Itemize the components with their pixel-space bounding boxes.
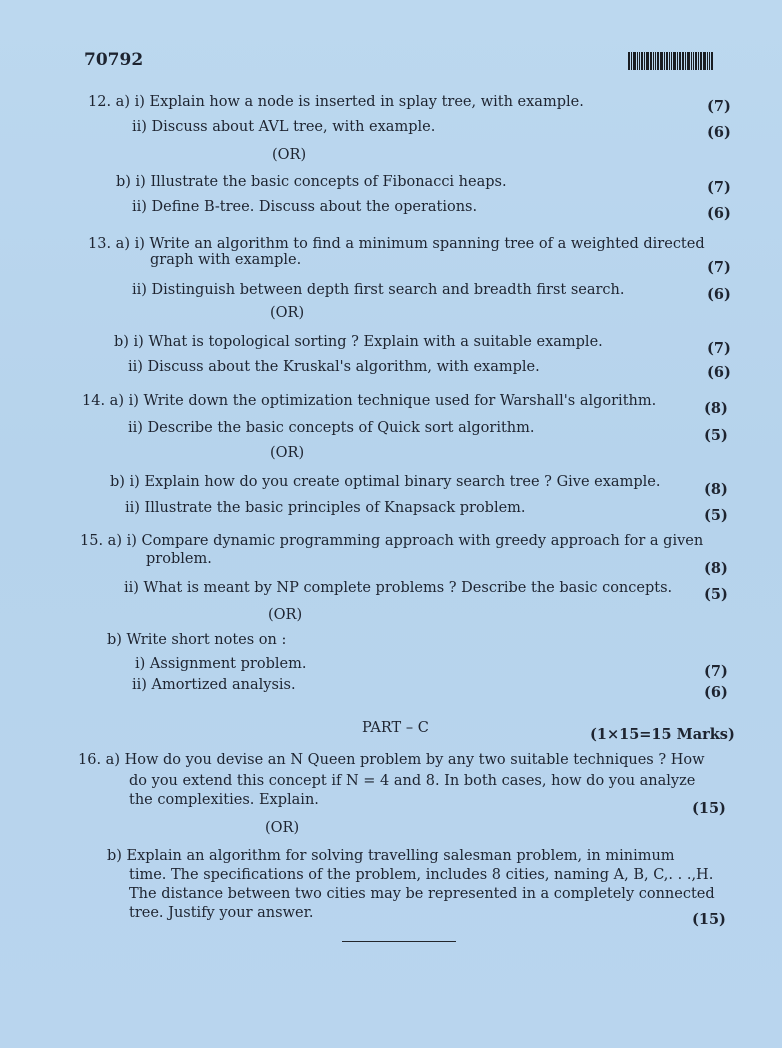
q16b-text-4: tree. Justify your answer. (129, 905, 314, 921)
q13a-i-text: 13. a) i) Write an algorithm to find a minimum spanning tree of a weighted directed (88, 236, 705, 252)
q13b-i-text: b) i) What is topological sorting ? Explain with a suitable example. (114, 334, 603, 350)
q12a-i-text: 12. a) i) Explain how a node is inserted in splay tree, with example. (88, 94, 584, 110)
q12b-ii-marks: (6) (707, 205, 731, 222)
q14a-ii-text: ii) Describe the basic concepts of Quick sort algorithm. (128, 420, 535, 436)
part-c-heading: PART – C (362, 720, 429, 736)
q15b-ii-text: ii) Amortized analysis. (132, 677, 296, 693)
or-label: (OR) (265, 820, 300, 836)
paper-code: 70792 (84, 50, 144, 70)
q13b-i-marks: (7) (707, 340, 731, 357)
q12b-i-text: b) i) Illustrate the basic concepts of Fibonacci heaps. (116, 174, 507, 190)
q14b-ii-text: ii) Illustrate the basic principles of Knapsack problem. (125, 500, 526, 516)
q13a-ii-marks: (6) (707, 286, 731, 303)
q13a-ii-text: ii) Distinguish between depth first search and breadth first search. (132, 282, 625, 298)
q14b-i-text: b) i) Explain how do you create optimal binary search tree ? Give example. (110, 474, 661, 490)
or-label: (OR) (268, 607, 303, 623)
q15b-i-text: i) Assignment problem. (135, 656, 307, 672)
q14a-i-text: 14. a) i) Write down the optimization technique used for Warshall's algorithm. (82, 393, 657, 409)
q16b-marks: (15) (692, 911, 726, 928)
q14a-i-marks: (8) (704, 400, 728, 417)
q15a-i-marks: (8) (704, 560, 728, 577)
q12b-ii-text: ii) Define B-tree. Discuss about the operations. (132, 199, 478, 215)
q15a-i-text-cont: problem. (146, 551, 212, 567)
q14b-ii-marks: (5) (704, 507, 728, 524)
q15b-ii-marks: (6) (704, 684, 728, 701)
q14b-i-marks: (8) (704, 481, 728, 498)
q12a-ii-marks: (6) (707, 124, 731, 141)
q16a-text-1: 16. a) How do you devise an N Queen problem by any two suitable techniques ? How (78, 752, 705, 768)
q13a-i-text-cont: graph with example. (150, 252, 302, 268)
barcode-icon (628, 52, 728, 70)
q16a-marks: (15) (692, 800, 726, 817)
q16a-text-2: do you extend this concept if N = 4 and 8. In both cases, how do you analyze (129, 773, 696, 789)
q12a-ii-text: ii) Discuss about AVL tree, with example. (132, 119, 436, 135)
q16a-text-3: the complexities. Explain. (129, 792, 319, 808)
q15a-ii-marks: (5) (704, 586, 728, 603)
or-label: (OR) (272, 147, 307, 163)
q16b-text-1: b) Explain an algorithm for solving travelling salesman problem, in minimum (107, 848, 675, 864)
q15b-text: b) Write short notes on : (107, 632, 287, 648)
q13b-ii-marks: (6) (707, 364, 731, 381)
q13b-ii-text: ii) Discuss about the Kruskal's algorithm, with example. (128, 359, 540, 375)
q15b-i-marks: (7) (704, 663, 728, 680)
q13a-i-marks: (7) (707, 259, 731, 276)
or-label: (OR) (270, 305, 305, 321)
part-c-marks: (1×15=15 Marks) (590, 726, 735, 743)
q12a-i-marks: (7) (707, 98, 731, 115)
or-label: (OR) (270, 445, 305, 461)
q12b-i-marks: (7) (707, 179, 731, 196)
q16b-text-2: time. The specifications of the problem, includes 8 cities, naming A, B, C,. . .,H. (129, 867, 714, 883)
q15a-ii-text: ii) What is meant by NP complete problems ? Describe the basic concepts. (124, 580, 673, 596)
q15a-i-text: 15. a) i) Compare dynamic programming approach with greedy approach for a given (80, 533, 704, 549)
q16b-text-3: The distance between two cities may be represented in a completely connected (129, 886, 715, 902)
end-rule (342, 941, 456, 942)
q14a-ii-marks: (5) (704, 427, 728, 444)
